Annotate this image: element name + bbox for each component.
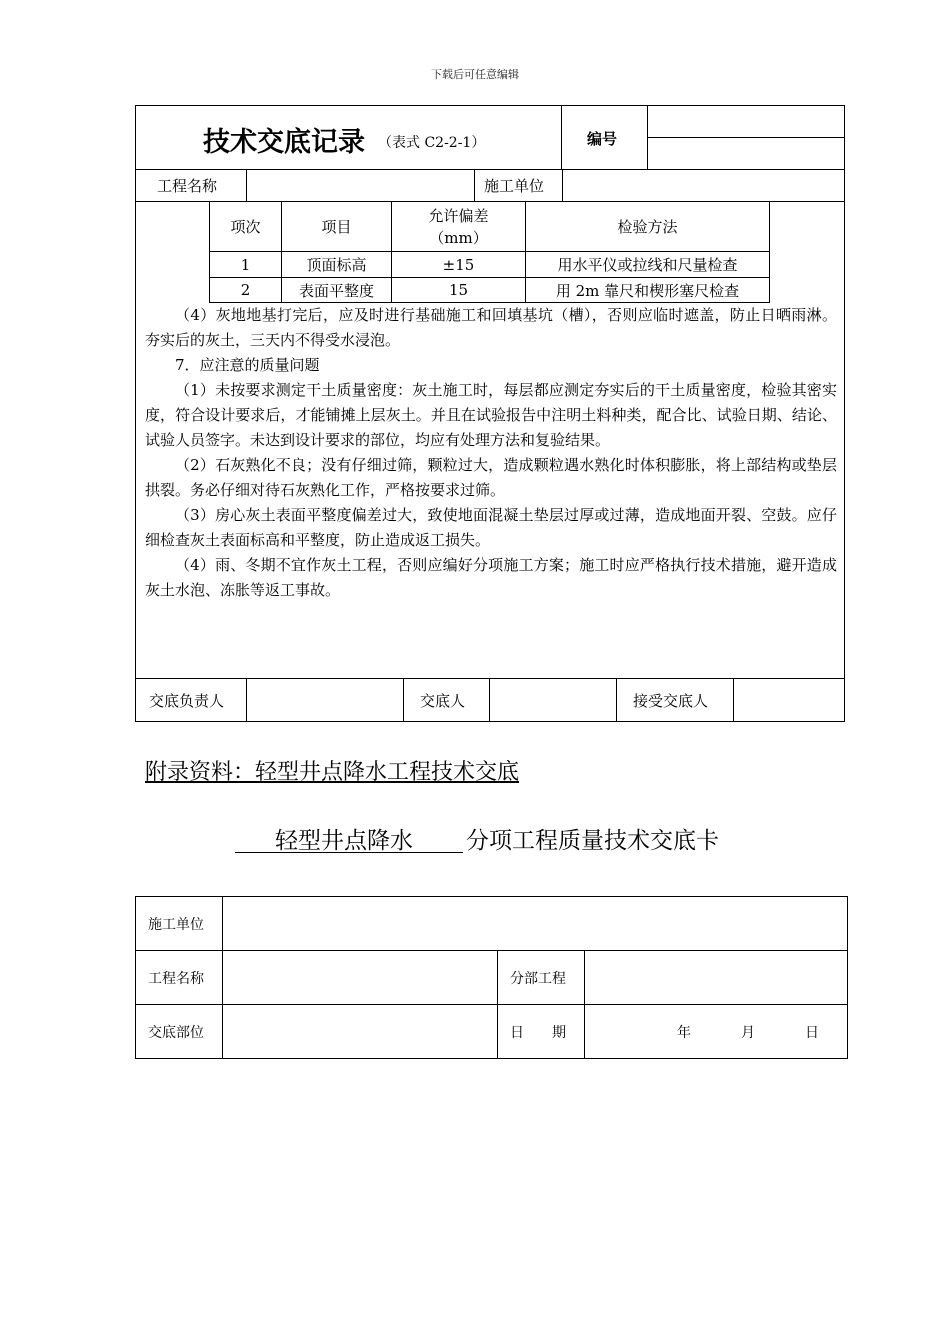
contractor-label: 施工单位 (484, 177, 545, 195)
paragraph: （3）房心灰土表面平整度偏差过大，致使地面混凝土垫层过厚或过薄，造成地面开裂、空鼓。应仔细检查灰土表面标高和平整度，防止造成返工损失。 (145, 506, 837, 549)
number-label: 编号 (587, 130, 618, 148)
year-label: 年 (677, 1024, 691, 1041)
card-table (135, 896, 848, 1059)
receiver-label: 接受交底人 (633, 692, 709, 710)
table-cell: 顶面标高 (282, 252, 392, 278)
card-location-value (223, 1005, 498, 1059)
card-title: 分项工程质量技术交底卡 (466, 828, 719, 854)
paragraph: （4）灰地地基打完后，应及时进行基础施工和回填基坑（槽），否则应临时遮盖，防止日晒雨淋。夯实后的灰土，三天内不得受水浸泡。 (145, 306, 837, 349)
body-text (145, 303, 837, 603)
card-division-label: 分部工程 (498, 951, 585, 1005)
table-cell: 15 (392, 278, 526, 303)
responsible-label: 交底负责人 (149, 692, 225, 710)
table-header-row (210, 202, 770, 252)
table-cell: 用水平仪或拉线和尺量检查 (526, 252, 770, 278)
card-contractor-value (223, 897, 848, 951)
card-location-label: 交底部位 (136, 1005, 223, 1059)
card-date-label: 日 期 (498, 1005, 585, 1059)
form-code: （表式 C2-2-1） (378, 135, 486, 151)
table-row (136, 951, 848, 1005)
table-row (136, 897, 848, 951)
card-date-value (585, 1005, 848, 1059)
header-cell-index: 项次 (210, 202, 282, 252)
card-project-value (223, 951, 498, 1005)
day-label: 日 (805, 1024, 819, 1041)
card-subject: 轻型井点降水 (275, 828, 413, 854)
header-cell-method: 检验方法 (526, 202, 770, 252)
card-division-value (585, 951, 848, 1005)
table-cell: 表面平整度 (282, 278, 392, 303)
record-title: 技术交底记录 (203, 127, 365, 158)
paragraph: （4）雨、冬期不宜作灰土工程，否则应编好分项施工方案；施工时应严格执行技术措施，避开造成灰土水泡、冻胀等返工事故。 (145, 556, 837, 599)
presenter-label: 交底人 (420, 692, 466, 710)
month-label: 月 (741, 1024, 755, 1041)
table-cell: 1 (210, 252, 282, 278)
paragraph: （1）未按要求测定干土质量密度：灰土施工时，每层都应测定夯实后的干土质量密度，检验其密实度，符合设计要求后，才能铺摊上层灰土。并且在试验报告中注明土料种类，配合比、试验日期、结论、试验人员签字。未达到设计要求的部位，均应有处理方法和复验结果。 (145, 381, 837, 449)
header-cell-item: 项目 (282, 202, 392, 252)
paragraph: （2）石灰熟化不良；没有仔细过筛，颗粒过大，造成颗粒遇水熟化时体积膨胀，将上部结构或垫层拱裂。务必仔细对待石灰熟化工作，严格按要求过筛。 (145, 456, 837, 499)
section-heading: 7．应注意的质量问题 (175, 356, 320, 374)
appendix-heading: 附录资料：轻型井点降水工程技术交底 (145, 760, 520, 785)
tolerance-table (209, 201, 770, 303)
card-contractor-label: 施工单位 (136, 897, 223, 951)
project-name-label: 工程名称 (157, 177, 218, 195)
table-cell: ±15 (392, 252, 526, 278)
card-project-label: 工程名称 (136, 951, 223, 1005)
table-cell: 用 2m 靠尺和楔形塞尺检查 (526, 278, 770, 303)
table-cell: 2 (210, 278, 282, 303)
table-row (210, 278, 770, 303)
table-row (136, 1005, 848, 1059)
header-note: 下载后可任意编辑 (431, 68, 519, 81)
header-cell-tolerance: 允许偏差 （mm） (392, 202, 526, 252)
table-row (210, 252, 770, 278)
